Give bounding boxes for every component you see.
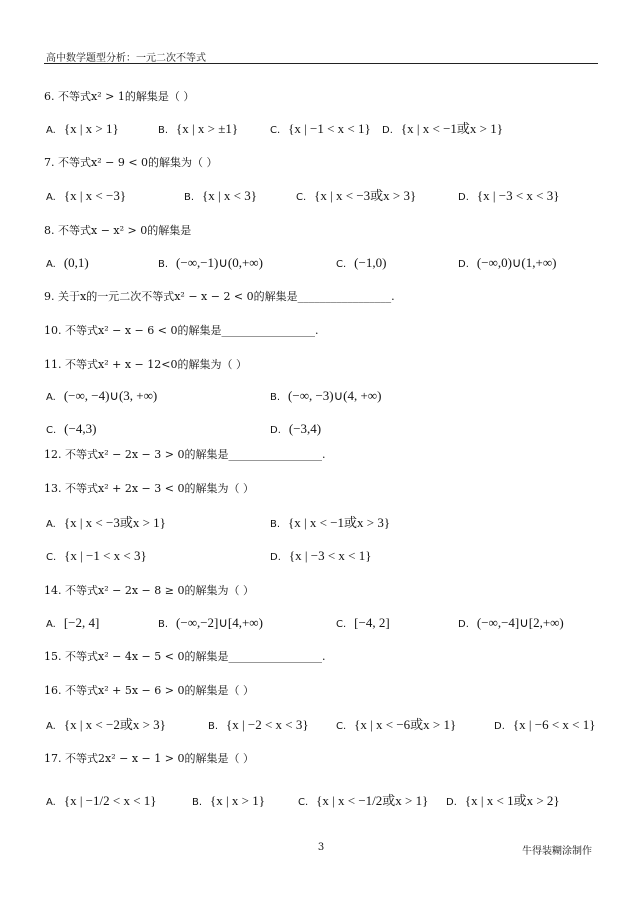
option-expression: (−1,0) bbox=[354, 255, 387, 270]
question-number: 8. bbox=[44, 224, 58, 237]
question-text: 关于x的一元二次不等式x² − x − 2 < 0的解集是_________________. bbox=[58, 290, 395, 303]
option-a bbox=[46, 387, 157, 407]
question-11 bbox=[44, 356, 247, 374]
question-text: 不等式x² − 2x − 8 ≥ 0的解集为（ ） bbox=[65, 584, 254, 597]
option-label: A. bbox=[46, 259, 56, 270]
header-rule bbox=[44, 63, 598, 64]
option-expression: {x | −1 < x < 3} bbox=[64, 548, 147, 563]
option-d bbox=[446, 792, 560, 812]
option-d bbox=[458, 254, 556, 274]
option-expression: (−∞,−1)∪(0,+∞) bbox=[176, 255, 263, 270]
option-c bbox=[336, 716, 456, 736]
option-expression: {x | x < −3或x > 3} bbox=[314, 188, 417, 203]
option-expression: {x | x < −2或x > 3} bbox=[63, 717, 166, 732]
option-expression: (−3,4) bbox=[288, 421, 322, 436]
option-expression: (−∞, −4)∪(3, +∞) bbox=[63, 388, 158, 403]
option-b bbox=[158, 254, 263, 274]
option-c bbox=[296, 187, 416, 207]
option-expression: {x | x > 1} bbox=[210, 793, 265, 808]
option-b bbox=[208, 716, 309, 736]
option-label: B. bbox=[158, 619, 169, 630]
option-expression: {x | −1/2 < x < 1} bbox=[63, 793, 157, 808]
question-number: 9. bbox=[44, 290, 58, 303]
option-expression: {x | x < −1/2或x > 1} bbox=[316, 793, 429, 808]
option-c bbox=[336, 254, 386, 274]
option-b bbox=[158, 120, 238, 140]
option-label: D. bbox=[270, 552, 281, 563]
option-expression: (−∞,−4]∪[2,+∞) bbox=[476, 615, 564, 630]
question-6 bbox=[44, 88, 194, 106]
option-label: B. bbox=[270, 392, 281, 403]
option-a bbox=[46, 120, 119, 140]
question-9 bbox=[44, 288, 395, 306]
option-label: D. bbox=[458, 619, 469, 630]
option-c bbox=[46, 420, 96, 440]
question-number: 11. bbox=[44, 358, 65, 371]
option-c bbox=[298, 792, 428, 812]
option-label: A. bbox=[46, 125, 56, 136]
option-label: D. bbox=[458, 259, 469, 270]
option-label: C. bbox=[336, 259, 347, 270]
option-b bbox=[184, 187, 257, 207]
question-8 bbox=[44, 222, 191, 240]
question-16 bbox=[44, 682, 254, 700]
option-expression: {x | −2 < x < 3} bbox=[226, 717, 309, 732]
option-expression: (−∞,0)∪(1,+∞) bbox=[476, 255, 557, 270]
option-expression: {x | x < −1或x > 1} bbox=[400, 121, 503, 136]
question-number: 12. bbox=[44, 448, 65, 461]
option-expression: {x | x > ±1} bbox=[176, 121, 239, 136]
question-text: 不等式x² + x − 12<0的解集为（ ） bbox=[65, 358, 247, 371]
option-label: C. bbox=[336, 721, 347, 732]
option-expression: (−∞,−2]∪[4,+∞) bbox=[176, 615, 263, 630]
question-15 bbox=[44, 648, 325, 666]
option-label: C. bbox=[46, 552, 57, 563]
question-number: 16. bbox=[44, 684, 65, 697]
question-number: 10. bbox=[44, 324, 65, 337]
option-a bbox=[46, 254, 89, 274]
question-14 bbox=[44, 582, 254, 600]
question-number: 17. bbox=[44, 752, 65, 765]
question-text: 不等式2x² − x − 1 > 0的解集是（ ） bbox=[65, 752, 254, 765]
option-c bbox=[336, 614, 390, 634]
option-label: A. bbox=[46, 519, 56, 530]
option-expression: [−2, 4] bbox=[63, 615, 100, 630]
question-10 bbox=[44, 322, 318, 340]
option-label: D. bbox=[270, 425, 281, 436]
option-expression: {x | x < −3} bbox=[63, 188, 127, 203]
option-c bbox=[46, 547, 147, 567]
option-label: C. bbox=[46, 425, 57, 436]
option-expression: (−∞, −3)∪(4, +∞) bbox=[288, 388, 382, 403]
option-label: B. bbox=[192, 797, 203, 808]
option-label: C. bbox=[336, 619, 347, 630]
question-text: 不等式x² − 2x − 3 > 0的解集是_________________. bbox=[65, 448, 326, 461]
option-b bbox=[270, 514, 390, 534]
option-label: B. bbox=[184, 192, 195, 203]
option-c bbox=[270, 120, 371, 140]
option-b bbox=[192, 792, 265, 812]
option-d bbox=[458, 614, 564, 634]
option-expression: (−4,3) bbox=[64, 421, 97, 436]
option-b bbox=[270, 387, 381, 407]
option-expression: {x | x < −6或x > 1} bbox=[354, 717, 457, 732]
option-expression: {x | x > 1} bbox=[63, 121, 119, 136]
question-7 bbox=[44, 154, 218, 172]
option-expression: {x | −3 < x < 1} bbox=[288, 548, 372, 563]
option-expression: {x | x < −1或x > 3} bbox=[288, 515, 391, 530]
option-label: D. bbox=[382, 125, 393, 136]
option-a bbox=[46, 187, 126, 207]
question-text: 不等式x² + 5x − 6 > 0的解集是（ ） bbox=[65, 684, 254, 697]
option-a bbox=[46, 716, 166, 736]
question-text: 不等式x² > 1的解集是（ ） bbox=[58, 90, 195, 103]
option-expression: {x | −1 < x < 1} bbox=[288, 121, 371, 136]
page-number: 3 bbox=[317, 842, 325, 853]
option-label: B. bbox=[270, 519, 281, 530]
option-a bbox=[46, 514, 166, 534]
option-expression: {x | −6 < x < 1} bbox=[512, 717, 596, 732]
page-header: 高中数学题型分析：一元二次不等式 bbox=[46, 53, 206, 64]
option-a bbox=[46, 792, 157, 812]
footer-maker: 牛得装糊涂制作 bbox=[522, 846, 592, 857]
option-expression: {x | x < −3或x > 1} bbox=[63, 515, 166, 530]
question-17 bbox=[44, 750, 254, 768]
option-d bbox=[494, 716, 595, 736]
option-label: D. bbox=[446, 797, 457, 808]
option-expression: (0,1) bbox=[63, 255, 89, 270]
option-label: C. bbox=[296, 192, 307, 203]
option-a bbox=[46, 614, 99, 634]
option-label: D. bbox=[494, 721, 505, 732]
question-13 bbox=[44, 480, 254, 498]
option-d bbox=[270, 547, 371, 567]
option-label: A. bbox=[46, 392, 56, 403]
question-text: 不等式x² − x − 6 < 0的解集是_________________. bbox=[65, 324, 319, 337]
question-text: 不等式x² − 9 < 0的解集为（ ） bbox=[58, 156, 218, 169]
question-number: 7. bbox=[44, 156, 58, 169]
option-expression: {x | x < 3} bbox=[202, 188, 257, 203]
option-b bbox=[158, 614, 263, 634]
question-text: 不等式x² + 2x − 3 < 0的解集为（ ） bbox=[65, 482, 254, 495]
option-label: A. bbox=[46, 721, 56, 732]
option-label: B. bbox=[158, 259, 169, 270]
option-label: B. bbox=[158, 125, 169, 136]
question-number: 6. bbox=[44, 90, 58, 103]
question-text: 不等式x² − 4x − 5 < 0的解集是_________________. bbox=[65, 650, 326, 663]
option-label: D. bbox=[458, 192, 469, 203]
option-expression: {x | x < 1或x > 2} bbox=[464, 793, 560, 808]
option-label: A. bbox=[46, 797, 56, 808]
question-text: 不等式x − x² > 0的解集是 bbox=[58, 224, 192, 237]
option-d bbox=[458, 187, 559, 207]
option-d bbox=[270, 420, 321, 440]
option-label: C. bbox=[298, 797, 309, 808]
option-label: A. bbox=[46, 619, 56, 630]
question-number: 14. bbox=[44, 584, 65, 597]
option-label: A. bbox=[46, 192, 56, 203]
option-d bbox=[382, 120, 503, 140]
option-expression: {x | −3 < x < 3} bbox=[476, 188, 560, 203]
option-label: C. bbox=[270, 125, 281, 136]
option-expression: [−4, 2] bbox=[354, 615, 390, 630]
option-label: B. bbox=[208, 721, 219, 732]
question-number: 15. bbox=[44, 650, 65, 663]
question-12 bbox=[44, 446, 325, 464]
question-number: 13. bbox=[44, 482, 65, 495]
